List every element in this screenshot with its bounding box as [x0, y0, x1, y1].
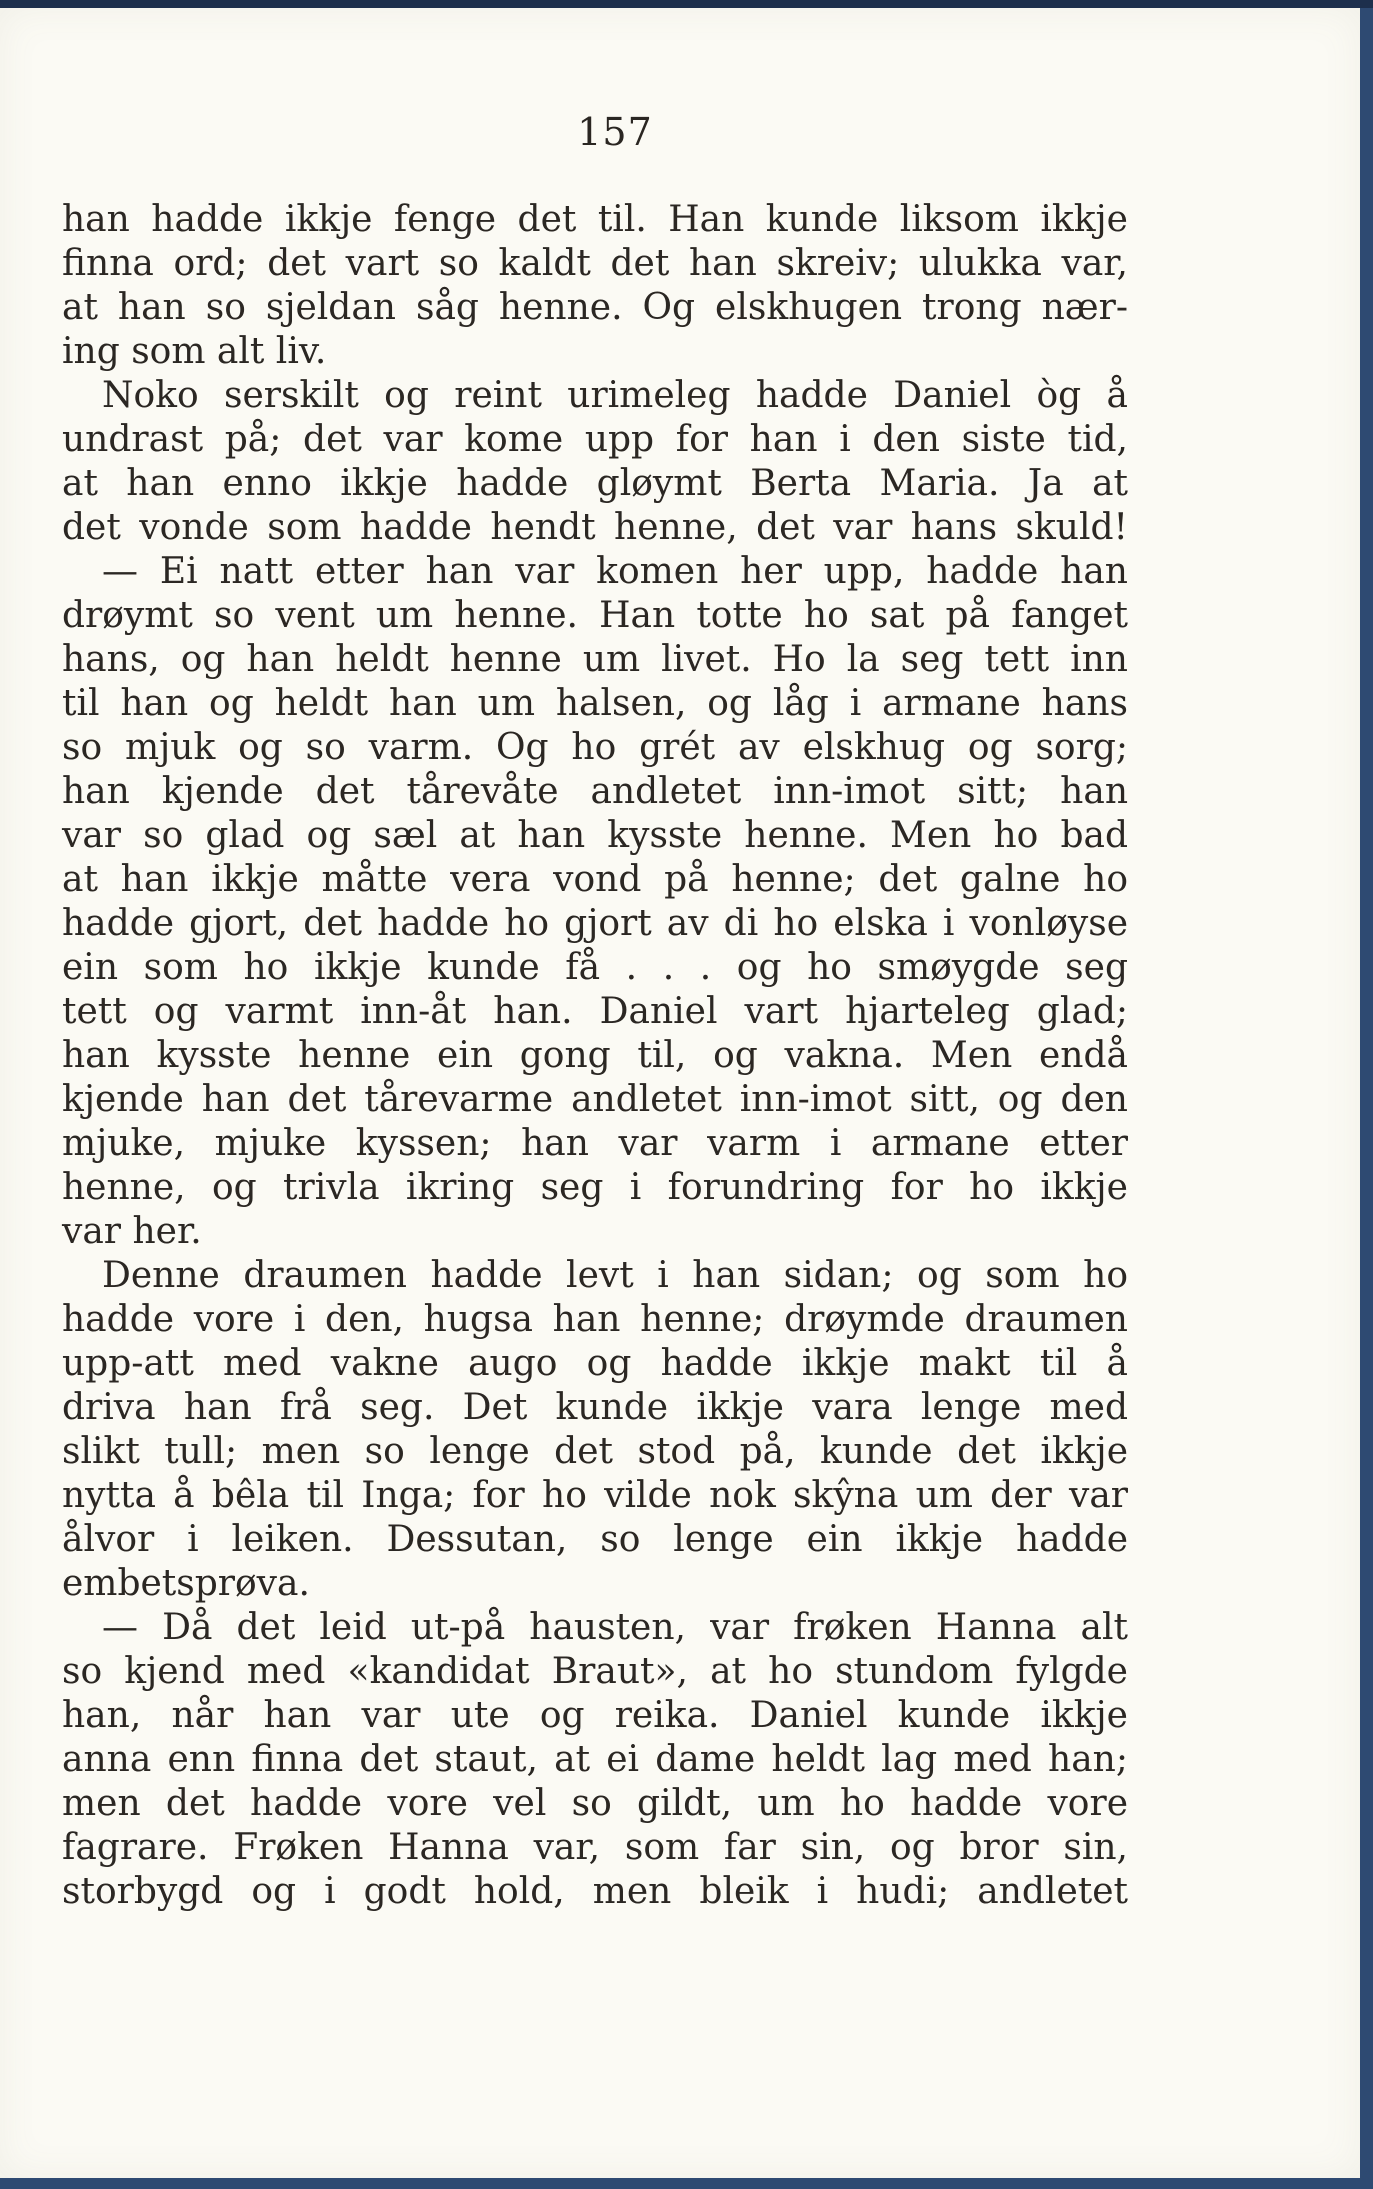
text-line: nytta å bêla til Inga; for ho vilde nok skŷna um der var — [62, 1475, 1128, 1516]
text-line: anna enn finna det staut, at ei dame heldt lag med han; — [62, 1739, 1128, 1780]
text-line: at han enno ikkje hadde gløymt Berta Maria. Ja at — [62, 463, 1128, 504]
text-line: var her. — [62, 1211, 202, 1252]
text-line: so kjend med «kandidat Braut», at ho stundom fylgde — [62, 1651, 1128, 1692]
text-line: so mjuk og so varm. Og ho grét av elskhug og sorg; — [62, 727, 1128, 768]
text-line: det vonde som hadde hendt henne, det var hans skuld! — [62, 507, 1128, 548]
book-page — [0, 8, 1360, 2178]
page-number: 157 — [577, 110, 653, 154]
text-line: finna ord; det vart so kaldt det han skreiv; ulukka var, — [62, 243, 1128, 284]
text-line: han, når han var ute og reika. Daniel kunde ikkje — [62, 1695, 1128, 1736]
body-text — [62, 198, 1128, 1914]
scan-top-edge — [0, 0, 1373, 8]
text-line: tett og varmt inn-åt han. Daniel vart hjarteleg glad; — [62, 991, 1128, 1032]
text-line: hans, og han heldt henne um livet. Ho la seg tett inn — [62, 639, 1128, 680]
text-line: at han ikkje måtte vera vond på henne; det galne ho — [62, 859, 1128, 900]
text-line: Denne draumen hadde levt i han sidan; og som ho — [102, 1255, 1128, 1296]
text-line: embetsprøva. — [62, 1563, 310, 1604]
text-line: henne, og trivla ikring seg i forundring for ho ikkje — [62, 1167, 1128, 1208]
text-line: ein som ho ikkje kunde få . . . og ho smøygde seg — [62, 947, 1128, 988]
text-line: ing som alt liv. — [62, 331, 327, 372]
text-line: driva han frå seg. Det kunde ikkje vara lenge med — [62, 1387, 1128, 1428]
text-line: fagrare. Frøken Hanna var, som far sin, og bror sin, — [62, 1827, 1128, 1868]
text-line: undrast på; det var kome upp for han i den siste tid, — [62, 419, 1128, 460]
text-line: drøymt so vent um henne. Han totte ho sat på fanget — [62, 595, 1128, 636]
text-line: ålvor i leiken. Dessutan, so lenge ein ikkje hadde — [62, 1519, 1128, 1560]
text-line: hadde vore i den, hugsa han henne; drøymde draumen — [62, 1299, 1128, 1340]
text-line: var so glad og sæl at han kysste henne. Men ho bad — [62, 815, 1128, 856]
text-line: — Ei natt etter han var komen her upp, hadde han — [102, 551, 1128, 592]
text-line: — Då det leid ut-på hausten, var frøken Hanna alt — [102, 1607, 1128, 1648]
text-line: men det hadde vore vel so gildt, um ho hadde vore — [62, 1783, 1128, 1824]
text-line: han hadde ikkje fenge det til. Han kunde liksom ikkje — [62, 199, 1128, 240]
text-line: han kjende det tårevåte andletet inn-imot sitt; han — [62, 771, 1128, 812]
text-line: til han og heldt han um halsen, og låg i armane hans — [62, 683, 1128, 724]
text-line: Noko serskilt og reint urimeleg hadde Daniel òg å — [102, 375, 1128, 416]
text-line: slikt tull; men so lenge det stod på, kunde det ikkje — [62, 1431, 1128, 1472]
text-line: mjuke, mjuke kyssen; han var varm i armane etter — [62, 1123, 1128, 1164]
text-line: storbygd og i godt hold, men bleik i hudi; andletet — [62, 1871, 1128, 1912]
text-line: upp-att med vakne augo og hadde ikkje makt til å — [62, 1343, 1128, 1384]
text-line: hadde gjort, det hadde ho gjort av di ho elska i vonløyse — [62, 903, 1128, 944]
text-line: kjende han det tårevarme andletet inn-imot sitt, og den — [62, 1079, 1128, 1120]
text-line: at han so sjeldan såg henne. Og elskhugen trong nær- — [62, 287, 1128, 328]
text-line: han kysste henne ein gong til, og vakna. Men endå — [62, 1035, 1128, 1076]
